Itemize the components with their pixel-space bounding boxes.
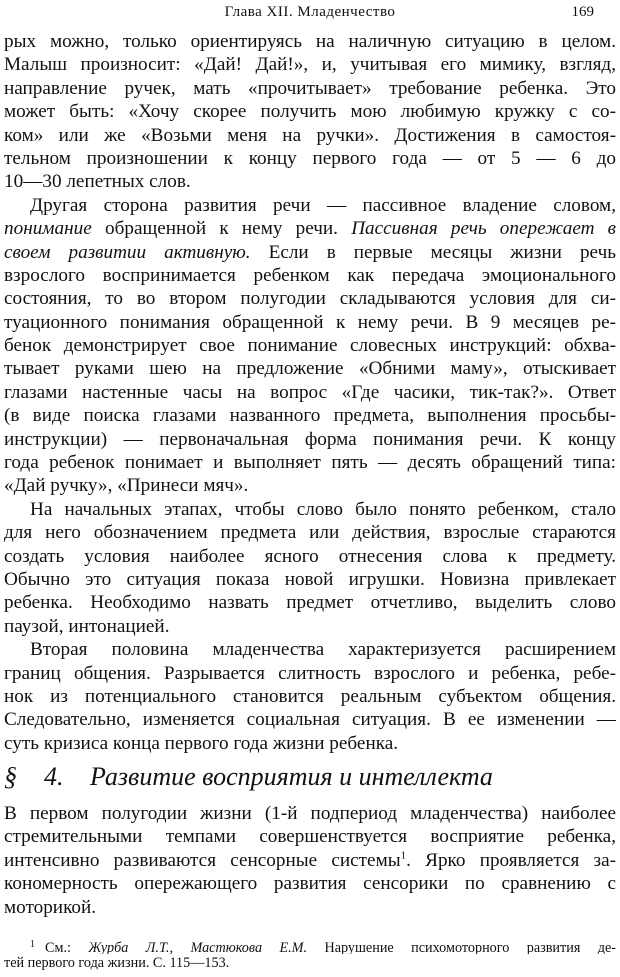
emphasis: своем развитии активную.	[4, 241, 251, 263]
text-line: Малыш произносит: «Дай! Дай!», и, учитывая его мимику, взгляд,	[4, 54, 616, 76]
footnote-text: Нарушение психомоторного развития де-	[324, 940, 616, 954]
text-line: года ребенок понимает и выполняет пять — десять обращений типа:	[4, 452, 616, 474]
text-line: границ общения. Разрывается слитность взрослого и ребенка, ребе-	[4, 662, 616, 684]
text-line	[4, 241, 616, 264]
text-line: создать условия наиболее ясного отнесения слова к предмету.	[4, 545, 616, 567]
footnote-authors: Журба Л.Т., Мастюкова Е.М.	[88, 940, 308, 954]
text-run: Если в первые месяцы жизни речь	[268, 241, 616, 263]
text-line: для него обозначением предмета или действия, взрослые стараются	[4, 522, 616, 544]
section-number: 4.	[44, 762, 64, 791]
text-line: нок из потенциального становится реальным субъектом общения.	[4, 685, 616, 707]
text-run: . Ярко проявляется за-	[406, 849, 616, 871]
footnote-line	[4, 935, 616, 954]
text-line: туационного понимания обращенной к нему речи. В 9 месяцев ре-	[4, 311, 616, 333]
text-line: кономерность опережающего развития сенсорики по сравнению с	[4, 873, 616, 895]
text-line: взрослого воспринимается ребенком как передача эмоционального	[4, 264, 616, 286]
text-line: тывает руками шею на предложение «Обними маму», отыскивает	[4, 358, 616, 380]
text-line: 10—30 лепетных слов.	[4, 171, 191, 193]
text-line: глазами настенные часы на вопрос «Где часики, тик-так?». Ответ	[4, 381, 616, 403]
page-header	[0, 4, 620, 30]
text-line: моторикой.	[4, 896, 97, 918]
page-number: 169	[571, 4, 594, 20]
footnote-line: тей первого года жизни. С. 115—153.	[4, 955, 230, 971]
text-line: бенок демонстрирует свое понимание словесных инструкций: обхва-	[4, 335, 616, 357]
section-text	[4, 802, 616, 919]
running-head: Глава XII. Младенчество	[224, 4, 396, 20]
text-line: «Дай ручку», «Принеси мяч».	[4, 475, 249, 497]
section-symbol: §	[4, 762, 17, 791]
text-line: состояния, то во втором полугодии складываются условия для си-	[4, 288, 616, 310]
text-line: ком» или же «Возьми меня на ручки». Достижения в самостоя-	[4, 124, 616, 146]
footnote-mark: 1	[30, 939, 35, 950]
text-line: В первом полугодии жизни (1-й подпериод младенчества) наиболее	[4, 803, 616, 824]
text-line: может быть: «Хочу скорее получить мою любимую кружку с со-	[4, 101, 616, 123]
text-line: паузой, интонацией.	[4, 615, 170, 637]
text-line: инструкции) — первоначальная форма понимания речи. К концу	[4, 428, 616, 450]
text-line: (в виде поиска глазами названного предмета, выполнения просьбы-	[4, 405, 616, 427]
text-line: стремительными темпами совершенствуется восприятие ребенка,	[4, 826, 616, 848]
text-line: направление ручек, мать «прочитывает» требование ребенка. Это	[4, 77, 616, 99]
text-line: суть кризиса конца первого года жизни ребенка.	[4, 732, 399, 754]
section-heading	[4, 757, 616, 797]
footnote-ref: 1	[400, 849, 407, 862]
emphasis: Пассивная речь опережает в	[351, 218, 616, 240]
text-run: интенсивно развиваются сенсорные системы	[4, 849, 401, 871]
text-line: тельном произношении к концу первого года — от 5 — 6 до	[4, 147, 616, 169]
footnote	[4, 935, 616, 973]
emphasis: понимание	[4, 218, 92, 240]
text-run: обращенной к нему речи.	[105, 218, 338, 240]
text-line: рых можно, только ориентируясь на наличную ситуацию в целом.	[4, 31, 616, 52]
text-line: Другая сторона развития речи — пассивное владение словом,	[30, 194, 616, 216]
text-line	[4, 849, 616, 872]
main-text	[4, 30, 616, 755]
section-title: Развитие восприятия и интеллекта	[90, 762, 493, 791]
text-line: Следовательно, изменяется социальная ситуация. В ее изменении —	[4, 709, 616, 731]
footnote-prefix: См.:	[45, 940, 71, 954]
text-line: Обычно это ситуация показа новой игрушки. Новизна привлекает	[4, 568, 616, 590]
text-line: Вторая половина младенчества характеризуется расширением	[30, 639, 616, 661]
text-line	[4, 217, 616, 240]
text-line: На начальных этапах, чтобы слово было понято ребенком, стало	[30, 498, 616, 520]
text-line: ребенка. Необходимо назвать предмет отчетливо, выделить слово	[4, 592, 616, 614]
